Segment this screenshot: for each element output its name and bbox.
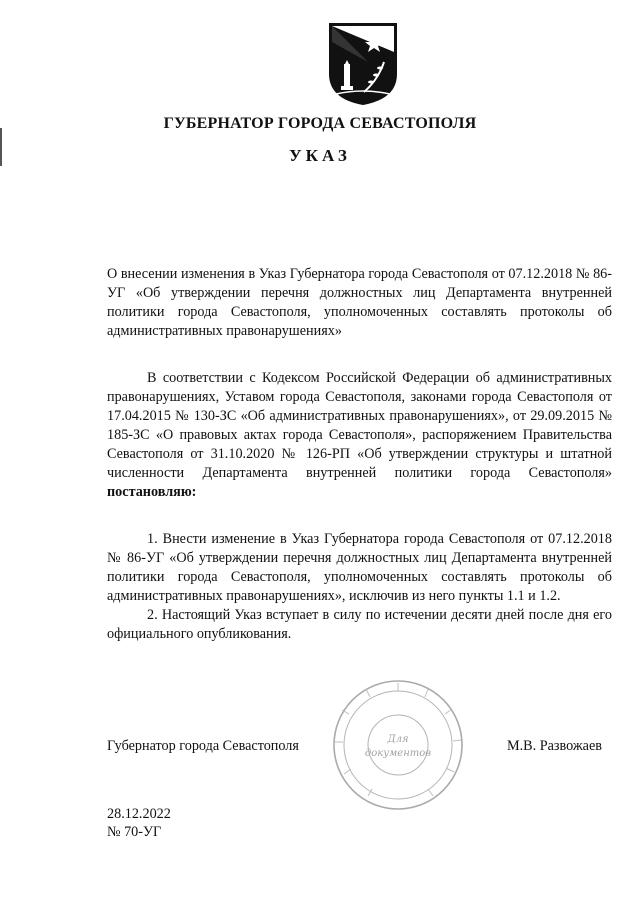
decree-date: 28.12.2022 xyxy=(107,806,171,822)
decree-items xyxy=(107,530,612,644)
signatory-position: Губернатор города Севастополя xyxy=(107,738,299,754)
sevastopol-coat-of-arms-icon xyxy=(328,22,398,106)
decree-subject: О внесении изменения в Указ Губернатора города Севастополя от 07.12.2018 № 86-УГ «Об утверждении перечня должностных лиц Департамента внутренней политики города Севастополя, уполномоченных составлять протоколы об административных правонарушениях» xyxy=(107,266,612,339)
decree-preamble xyxy=(107,369,612,502)
issuing-authority: ГУБЕРНАТОР ГОРОДА СЕВАСТОПОЛЯ xyxy=(163,115,477,132)
preamble-text: В соответствии с Кодексом Российской Федерации об административных правонарушениях, Уставом города Севастополя, законами города Севастополя от 17.04.2015 № 130-ЗС «Об административных правонарушениях», от 29.09.2015 № 185-ЗС «О правовых актах города Севастополя», распоряжением Правительства Севастополя от 31.10.2020 № 126-РП «Об утверждении структуры и штатной численности Департамента внутренней политики города Севастополя» xyxy=(107,370,612,481)
seal-label-line-1: Для xyxy=(387,734,409,745)
document-type-title: УКАЗ xyxy=(289,146,351,165)
preamble-decision: постановляю: xyxy=(107,484,197,500)
decree-item: 2. Настоящий Указ вступает в силу по истечении десяти дней после дня его официального опубликования. xyxy=(107,607,612,642)
decree-item: 1. Внести изменение в Указ Губернатора города Севастополя от 07.12.2018 № 86-УГ «Об утверждении перечня должностных лиц Департамента внутренней политики города Севастополя, уполномоченных составлять протоколы об административных правонарушениях», исключив из него пункты 1.1 и 1.2. xyxy=(107,531,612,604)
official-seal-icon xyxy=(328,676,468,814)
decree-number: № 70-УГ xyxy=(107,824,162,840)
seal-label-line-2: документов xyxy=(364,748,432,759)
signatory-name: М.В. Развожаев xyxy=(507,738,602,754)
